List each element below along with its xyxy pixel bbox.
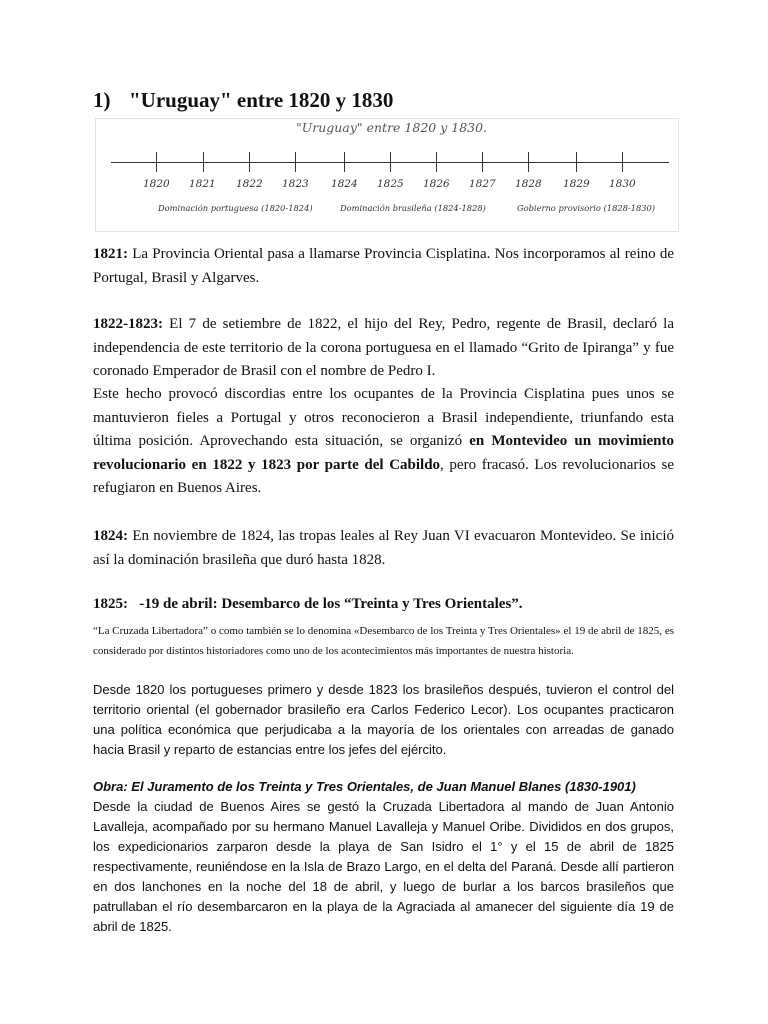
timeline-year: 1821	[189, 178, 216, 190]
timeline-period-portuguese: Dominación portuguesa (1820-1824)	[158, 203, 313, 213]
timeline-figure	[95, 118, 679, 232]
year-label: 1821:	[93, 246, 128, 262]
timeline-year: 1830	[609, 178, 636, 190]
paragraph-1825-body: Desde 1820 los portugueses primero y desde 1823 los brasileños después, tuvieron el control del territorio oriental (el gobernador brasileño era Carlos Federico Lecor). Los ocupantes practicaron una política económica que perjudicaba a la mayoría de los orientales con arreadas de ganado hacia Brasil y reparto de estancias entre los jefes del ejército.	[93, 682, 674, 757]
paragraph-text: , pero fracasó. Los revolucionarios se refugiaron en Buenos Aires.	[93, 456, 674, 496]
timeline-year: 1820	[143, 178, 170, 190]
timeline-tick	[528, 152, 529, 172]
year-label: 1822-1823:	[93, 316, 163, 332]
timeline-year: 1823	[282, 178, 309, 190]
timeline-year: 1829	[563, 178, 590, 190]
year-label: 1824:	[93, 528, 128, 544]
timeline-tick	[576, 152, 577, 172]
paragraph-text: La Provincia Oriental pasa a llamarse Provincia Cisplatina. Nos incorporamos al reino de Portugal, Brasil y Algarves.	[93, 246, 674, 286]
timeline-year: 1828	[515, 178, 542, 190]
timeline-tick	[436, 152, 437, 172]
timeline-year: 1826	[423, 178, 450, 190]
timeline-tick	[249, 152, 250, 172]
paragraph-bold-text: en Montevideo un movimiento revolucionario en 1822 y 1823 por parte del Cabildo	[93, 433, 674, 473]
obra-title: Obra: El Juramento de los Treinta y Tres Orientales, de Juan Manuel Blanes (1830-1901)	[93, 779, 636, 794]
timeline-year: 1822	[236, 178, 263, 190]
paragraph-obra: Desde la ciudad de Buenos Aires se gestó la Cruzada Libertadora al mando de Juan Antonio Lavalleja, acompañado por su hermano Manuel Lavalleja y Manuel Oribe. Divididos en dos grupos, los expedicionarios zarparon desde la playa de San Isidro el 1° y el 15 de abril de 1825 respectivamente, reuniéndose en la Isla de Brazo Largo, en el delta del Paraná. Desde allí partieron en dos lanchones en la noche del 18 de abril, y luego de burlar a los barcos brasileños que patrullaban el río desembarcaron en la playa de la Agraciada al amanecer del siguiente día 19 de abril de 1825.	[93, 799, 674, 934]
paragraph-1824	[93, 525, 674, 572]
timeline-period-provisional: Gobierno provisorio (1828-1830)	[517, 203, 656, 213]
timeline-period-brazilian: Dominación brasileña (1824-1828)	[340, 203, 486, 213]
paragraph-1822-consequences	[93, 383, 674, 501]
timeline-tick	[295, 152, 296, 172]
timeline-caption: "Uruguay" entre 1820 y 1830.	[296, 120, 488, 135]
paragraph-text: En noviembre de 1824, las tropas leales al Rey Juan VI evacuaron Montevideo. Se inició así la dominación brasileña que duró hasta 1828.	[93, 528, 674, 568]
timeline-year: 1824	[331, 178, 358, 190]
paragraph-1821	[93, 243, 674, 290]
paragraph-text: El 7 de setiembre de 1822, el hijo del Rey, Pedro, regente de Brasil, declaró la independencia de este territorio de la corona portuguesa en el llamado “Grito de Ipiranga” y fue coronado Emperador de Brasil con el nombre de Pedro I.	[93, 316, 674, 379]
timeline-tick	[390, 152, 391, 172]
timeline-year: 1827	[469, 178, 496, 190]
timeline-tick	[482, 152, 483, 172]
page-title	[93, 88, 393, 113]
paragraph-1822-1823	[93, 313, 674, 384]
timeline-tick	[203, 152, 204, 172]
timeline-tick	[622, 152, 623, 172]
timeline-year: 1825	[377, 178, 404, 190]
heading-1825: 1825: -19 de abril: Desembarco de los “Treinta y Tres Orientales”.	[93, 596, 523, 612]
paragraph-1825-quote: “La Cruzada Libertadora” o como también se lo denomina «Desembarco de los Treinta y Tres Orientales» el 19 de abril de 1825, es considerado por distintos historiadores como uno de los acontecimientos más importantes de nuestra historia.	[93, 625, 674, 657]
timeline-tick	[156, 152, 157, 172]
title-text: "Uruguay" entre 1820 y 1830	[129, 88, 394, 112]
paragraph-text: Este hecho provocó discordias entre los ocupantes de la Provincia Cisplatina pues unos se mantuvieron fieles a Portugal y otros reconocieron a Brasil independiente, triunfando esta última posición. Aprovechando esta situación, se organizó	[93, 386, 674, 449]
title-number: 1)	[93, 88, 111, 112]
timeline-tick	[344, 152, 345, 172]
